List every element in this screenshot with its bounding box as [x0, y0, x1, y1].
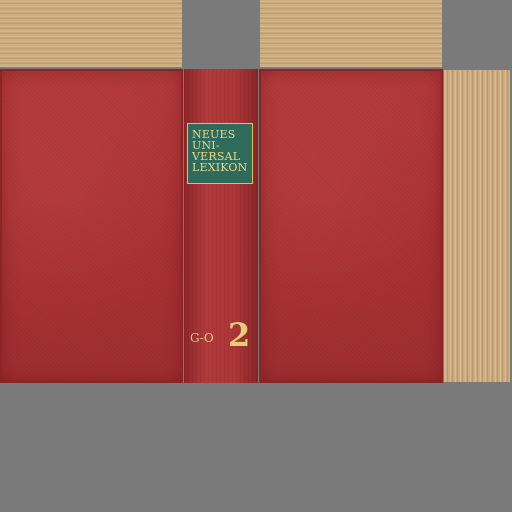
top-page-edge-left	[0, 0, 182, 67]
back-cover	[259, 69, 443, 383]
front-cover	[0, 69, 183, 383]
label-line-4: LEXIKON	[192, 161, 248, 174]
volume-range: G-O	[190, 331, 214, 345]
label-line-2: UNI-	[192, 139, 220, 152]
spine	[184, 69, 258, 383]
volume-number: 2	[228, 316, 251, 354]
label-line-1: NEUES	[192, 128, 236, 141]
spine-title-label	[187, 123, 253, 184]
label-line-3: VERSAL	[192, 150, 241, 163]
top-page-edge-right	[260, 0, 442, 67]
side-page-edge	[444, 70, 510, 382]
